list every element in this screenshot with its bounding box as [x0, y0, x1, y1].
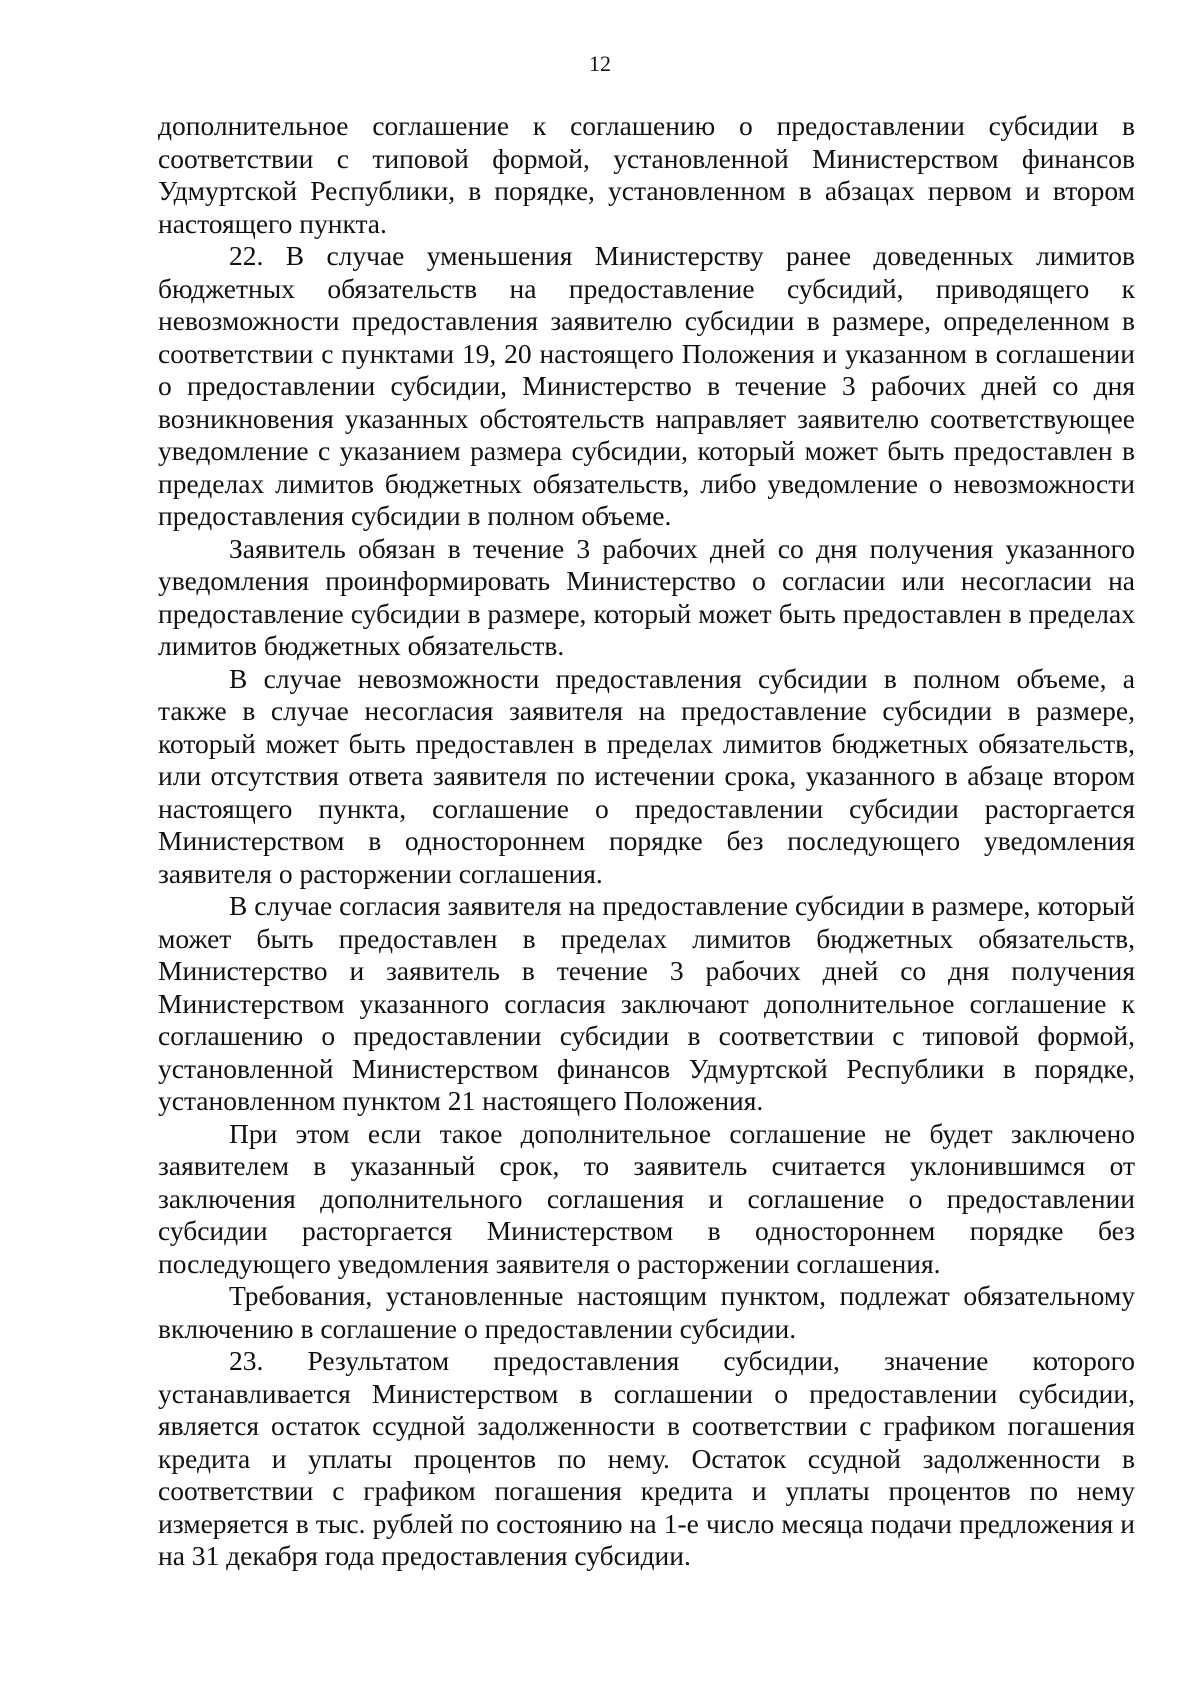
- paragraph: При этом если такое дополнительное соглашение не будет заключено заявителем в указанный срок, то заявитель считается уклонившимся от заключения дополнительного соглашения и соглашение о предоставлении субсидии расторгается Министерством в одностороннем порядке без последующего уведомления заявителя о расторжении соглашения.: [158, 1117, 1135, 1279]
- paragraph-item-23: 23. Результатом предоставления субсидии, значение которого устанавливается Министерством в соглашении о предоставлении субсидии, является остаток ссудной задолженности в соответствии с графиком погашения кредита и уплаты процентов по нему. Остаток ссудной задолженности в соответствии с графиком погашения кредита и уплаты процентов по нему измеряется в тыс. рублей по состоянию на 1-е число месяца подачи предложения и на 31 декабря года предоставления субсидии.: [158, 1345, 1135, 1571]
- paragraph: В случае согласия заявителя на предоставление субсидии в размере, который может быть предоставлен в пределах лимитов бюджетных обязательств, Министерство и заявитель в течение 3 рабочих дней со дня получения Министерством указанного согласия заключают дополнительное соглашение к соглашению о предоставлении субсидии в соответствии с типовой формой, установленной Министерством финансов Удмуртской Республики в порядке, установленном пунктом 21 настоящего Положения.: [158, 890, 1135, 1116]
- paragraph: В случае невозможности предоставления субсидии в полном объеме, а также в случае несогласия заявителя на предоставление субсидии в размере, который может быть предоставлен в пределах лимитов бюджетных обязательств, или отсутствия ответа заявителя по истечении срока, указанного в абзаце втором настоящего пункта, соглашение о предоставлении субсидии расторгается Министерством в одностороннем порядке без последующего уведомления заявителя о расторжении соглашения.: [158, 662, 1135, 889]
- paragraph-continuation: дополнительное соглашение к соглашению о предоставлении субсидии в соответствии с типовой формой, установленной Министерством финансов Удмуртской Республики, в порядке, установленном в абзацах первом и втором настоящего пункта.: [158, 110, 1135, 239]
- document-body: [158, 110, 1135, 1573]
- page-number: 12: [589, 51, 611, 76]
- paragraph: Заявитель обязан в течение 3 рабочих дней со дня получения указанного уведомления проинформировать Министерство о согласии или несогласии на предоставление субсидии в размере, который может быть предоставлен в пределах лимитов бюджетных обязательств.: [158, 532, 1135, 661]
- paragraph-item-22: 22. В случае уменьшения Министерству ранее доведенных лимитов бюджетных обязательств на предоставление субсидий, приводящего к невозможности предоставления заявителю субсидии в размере, определенном в соответствии с пунктами 19, 20 настоящего Положения и указанном в соглашении о предоставлении субсидии, Министерство в течение 3 рабочих дней со дня возникновения указанных обстоятельств направляет заявителю соответствующее уведомление с указанием размера субсидии, который может быть предоставлен в пределах лимитов бюджетных обязательств, либо уведомление о невозможности предоставления субсидии в полном объеме.: [158, 240, 1135, 531]
- paragraph: Требования, установленные настоящим пунктом, подлежат обязательному включению в соглашение о предоставлении субсидии.: [158, 1280, 1135, 1344]
